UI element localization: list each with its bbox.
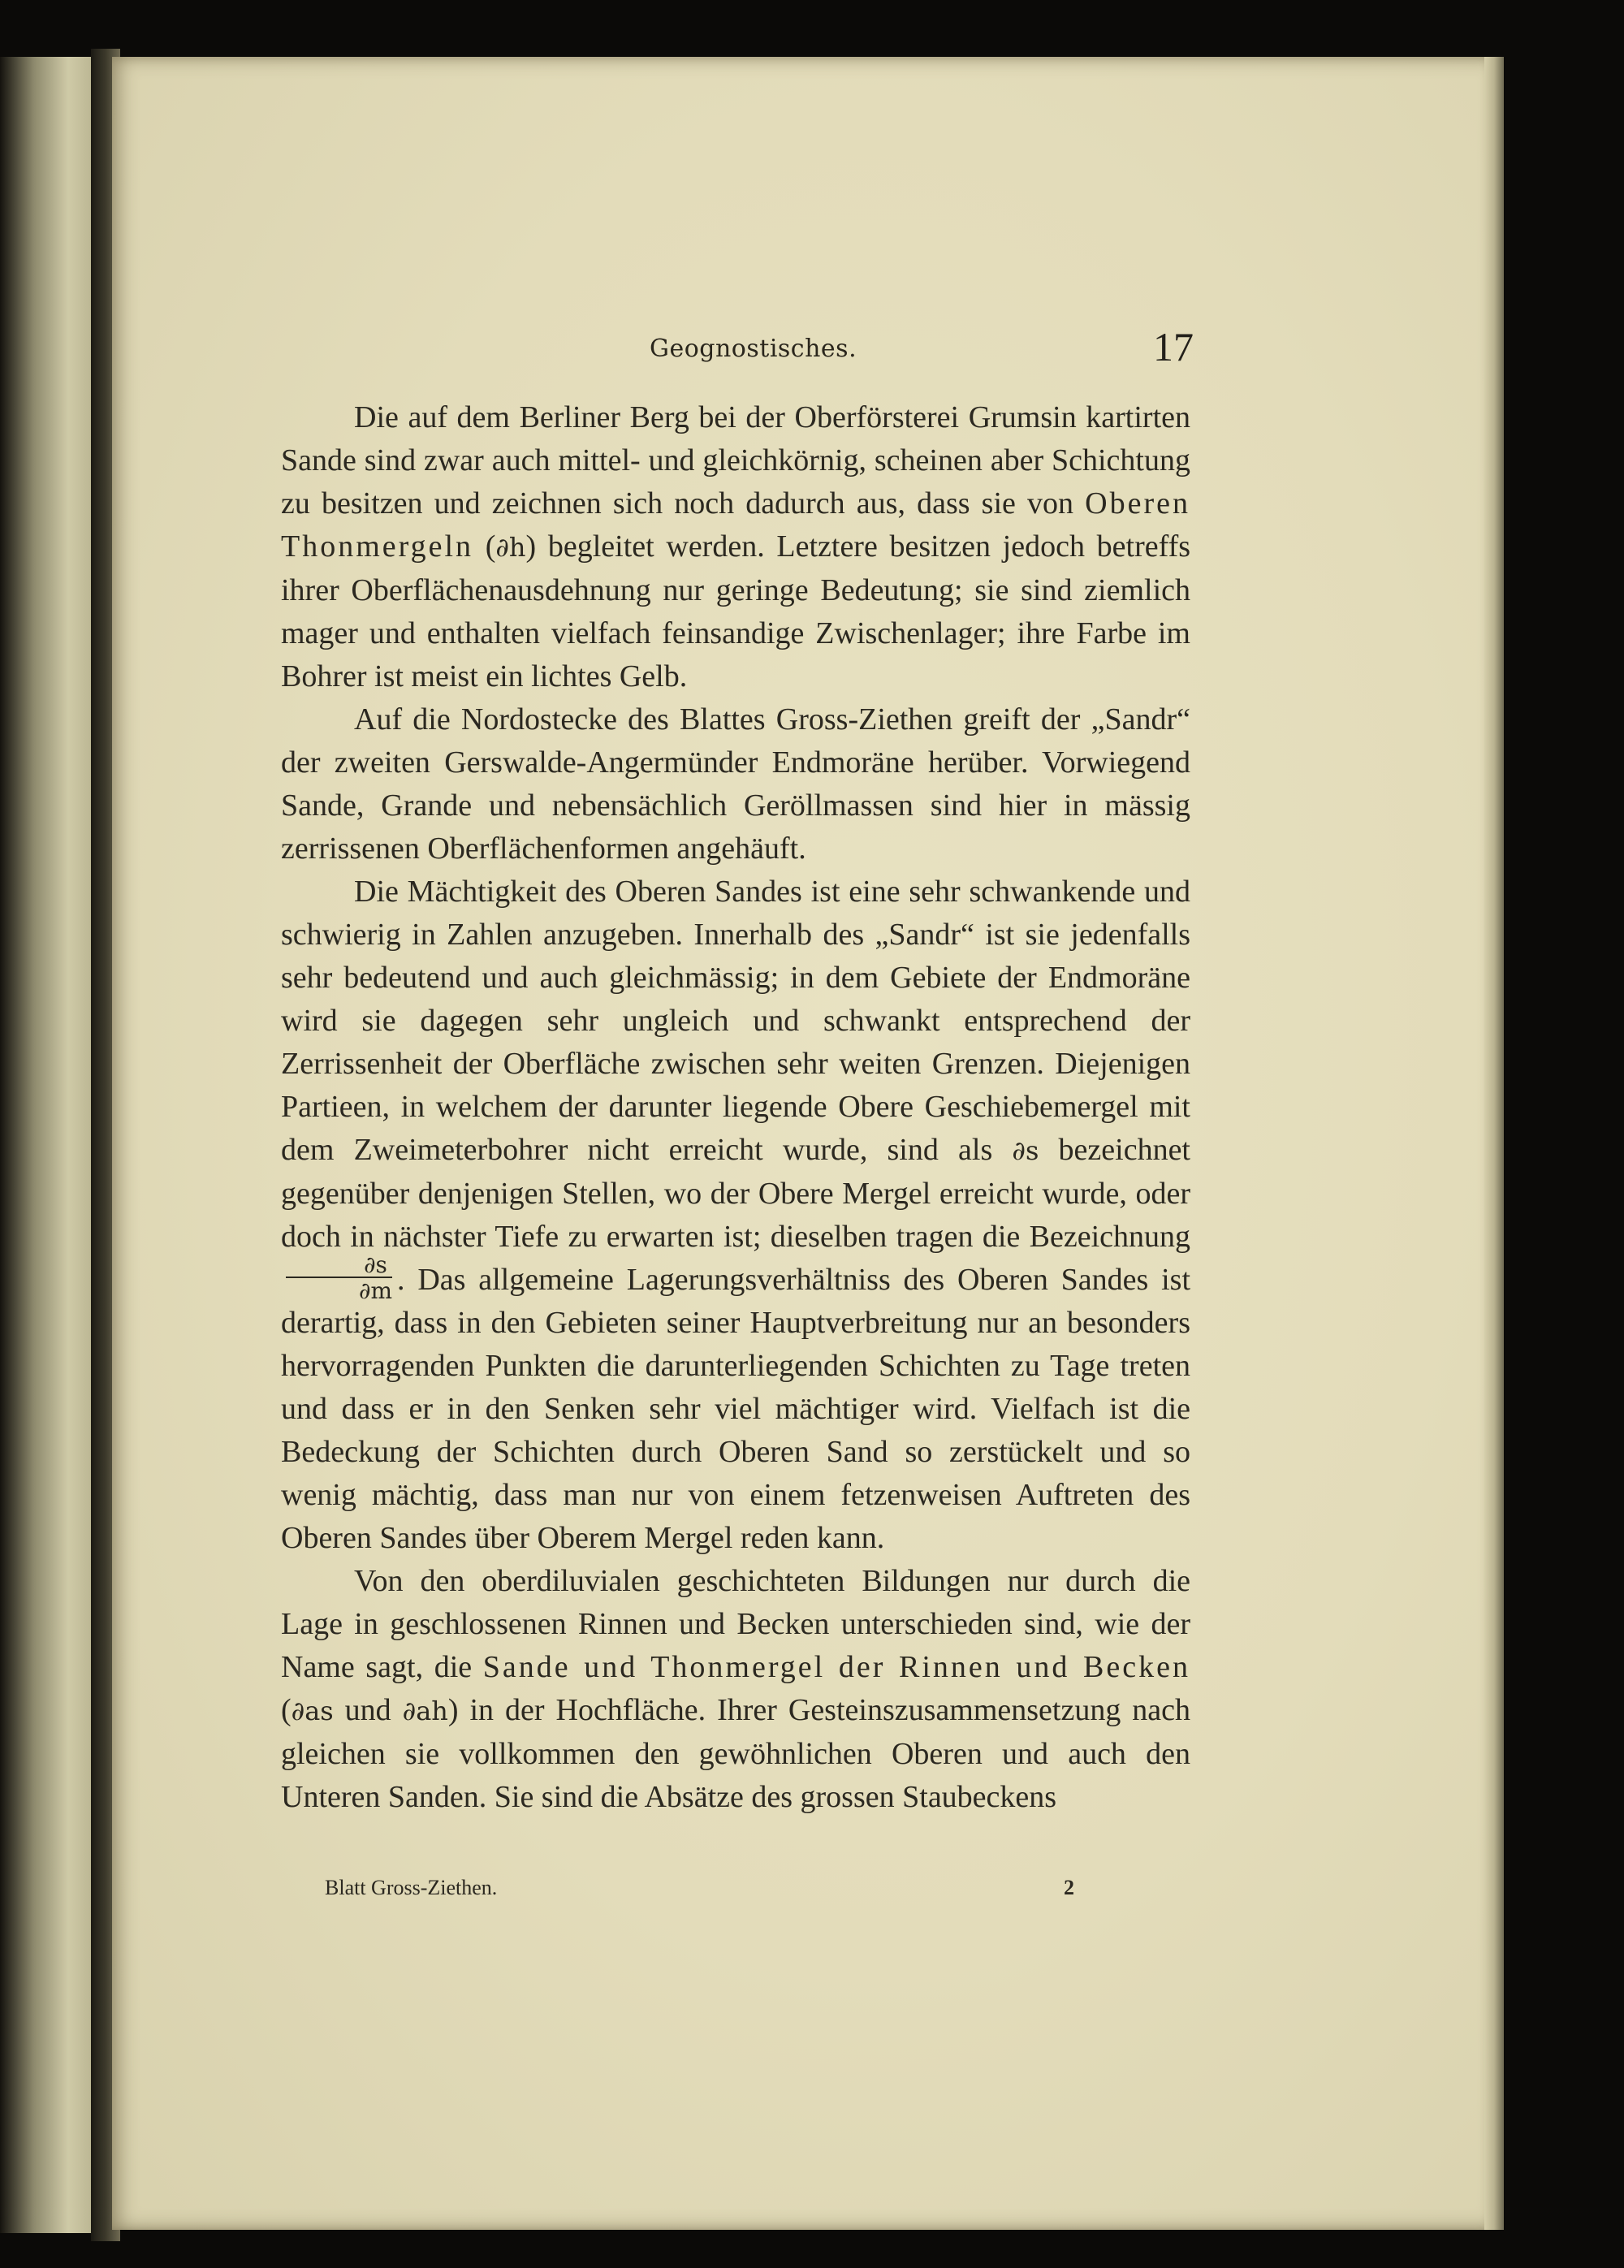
- paragraph-1-text-end: ) begleitet werden. Letztere besitzen jedoch betreffs ihrer Oberflächenausdehnung nur geringe Bedeutung; sie sind ziemlich mager und enthalten vielfach feinsandige Zwischenlager; ihre Farbe im Bohrer ist meist ein lichtes Gelb.: [281, 529, 1191, 693]
- conjunction-und: und: [333, 1693, 403, 1727]
- page-fore-edge: [1484, 57, 1504, 2230]
- fraction-numerator: ∂s: [364, 1251, 387, 1279]
- paren-open: (: [473, 529, 496, 564]
- page-number: 17: [1153, 324, 1194, 369]
- paragraph-3-text-end: . Das allgemeine Lagerungsverhältniss des Oberen Sandes ist derartig, dass in den Gebieten seiner Hauptverbreitung nur an besonders hervorragenden Punkten die darunterliegenden Schichten zu Tage treten und dass er in den Senken sehr viel mächtiger wird. Vielfach ist die Bedeckung der Schichten durch Oberen Sand so zerstückelt und so wenig mächtig, dass man nur von einem fetzenweisen Auftreten des Oberen Sandes über Oberem Mergel reden kann.: [281, 1263, 1190, 1555]
- map-symbol-ds: ∂s: [1012, 1135, 1039, 1166]
- previous-page-edge: [0, 57, 97, 2233]
- running-head: [162, 323, 1194, 388]
- paragraph-2: Auf die Nordostecke des Blattes Gross-Ziethen greift der „Sandr“ der zweiten Gerswalde-Angermünder Endmoräne herüber. Vorwiegend Sande, Grande und nebensächlich Geröllmassen sind hier in mässig zerrissenen Oberflächenformen angehäuft.: [281, 702, 1190, 866]
- sheet-name: Blatt Gross-Ziethen.: [325, 1876, 498, 1899]
- signature-mark: 2: [1064, 1876, 1074, 1899]
- paragraph-4: [281, 1560, 1190, 1819]
- map-symbol-dah: ∂ah: [402, 1696, 448, 1726]
- spaced-term-oberen-thonmergeln: Oberen Thonmergeln: [281, 486, 1190, 564]
- paragraph-4-text-end: ) in der Hochfläche. Ihrer Gesteinszusammensetzung nach gleichen sie vollkommen den gewöhnlichen Oberen und auch den Unteren Sanden. Sie sind die Absätze des grossen Staubeckens: [281, 1693, 1191, 1814]
- map-symbol-dh: ∂h: [495, 532, 526, 563]
- map-symbol-fraction: [286, 1251, 393, 1305]
- running-head-title: Geognostisches.: [650, 335, 857, 363]
- body-text: [281, 396, 1190, 1819]
- spaced-term-rinnen-und-becken: Sande und Thonmergel der Rinnen und Becken: [482, 1650, 1190, 1684]
- paren-open: (: [281, 1693, 292, 1727]
- fraction-denominator: ∂m: [286, 1277, 392, 1302]
- paragraph-3: [281, 870, 1190, 1560]
- paragraph-1-text: Die auf dem Berliner Berg bei der Oberförsterei Grumsin kartirten Sande sind zwar auch mittel- und gleichkörnig, scheinen aber Schichtung zu besitzen und zeichnen sich noch dadurch aus, dass sie von: [281, 400, 1190, 521]
- paragraph-1: [281, 396, 1190, 698]
- paragraph-3-text-mid: bezeichnet gegenüber denjenigen Stellen, wo der Obere Mergel erreicht wurde, oder doch in nächster Tiefe zu erwarten ist; dieselben tragen die Bezeichnung: [281, 1133, 1190, 1254]
- paragraph-3-text: Die Mächtigkeit des Oberen Sandes ist eine sehr schwankende und schwierig in Zahlen anzugeben. Innerhalb des „Sandr“ ist sie jedenfalls sehr bedeutend und auch gleichmässig; in dem Gebiete der Endmoräne wird sie dagegen sehr ungleich und schwankt entsprechend der Zerrissenheit der Oberfläche zwischen sehr weiten Grenzen. Diejenigen Partieen, in welchem der darunter liegende Obere Geschiebemergel mit dem Zweimeterbohrer nicht erreicht wurde, sind als: [281, 875, 1190, 1167]
- page-footer: [325, 1876, 1121, 1916]
- map-symbol-das: ∂as: [291, 1696, 334, 1726]
- paragraph-4-text: Von den oberdiluvialen geschichteten Bildungen nur durch die Lage in geschlossenen Rinnen und Becken unterschieden sind, wie der Name sagt, die: [281, 1564, 1190, 1684]
